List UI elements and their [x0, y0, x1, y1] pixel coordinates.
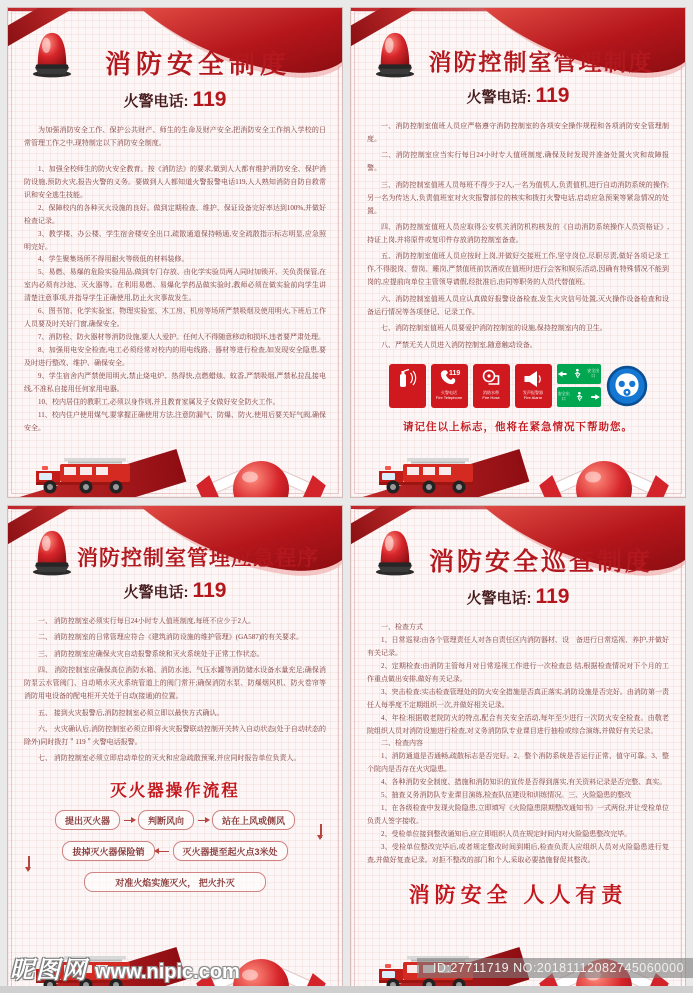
- rule-item: 六、消防控制室值班人员应认真做好报警设备检查,发生火灾信号处置,灭火操作设备检查和设备运行情况等各项登记、记录工作。: [367, 294, 669, 316]
- bottom-strip: [0, 986, 693, 993]
- safety-signs-row: [351, 364, 685, 408]
- poster-body: [367, 120, 669, 352]
- rule-item: 二、 消防控制室的日常管理应符合《建筑消防设施的维护管理》(GA587)的有关要求。: [38, 633, 304, 642]
- rule-item: 五、消防控制室值班人员应按时上岗,并做好交接班工作,坚守岗位,尽职尽责,做好各项记录工作,不得脱岗、替岗、睡岗,严禁值班前饮酒或在值班时进行会客和娱乐活动,因确有特殊情况不能到岗的,应提前向单位主管领导请假,经批准后,由同等职务的人员代替值班。: [367, 252, 669, 287]
- watermark-site-url: www.nipic.com: [95, 961, 240, 983]
- rule-item: 2、受检单位接到整改通知后,应立即组织人员在规定时间内对火险隐患整改完毕。: [381, 830, 632, 838]
- gas-mask-sign-icon: [606, 365, 648, 407]
- exit-signs-stack: [557, 364, 601, 407]
- rule-item: 3、教学楼、办公楼、学生宿舍楼安全出口,疏散通道保持畅通,安全疏散指示标志明显,应急照明完好。: [24, 229, 326, 251]
- hotline-number: 119: [535, 585, 570, 608]
- extinguisher-flowchart: [24, 810, 326, 892]
- poster-title: 消防控制室管理制度: [428, 49, 654, 75]
- signs-note: 请记住以上标志，他将在紧急情况下帮助您。: [403, 420, 633, 433]
- rule-item: 八、严禁无关人员进入消防控制室,随意触动设备。: [381, 340, 537, 349]
- rule-item: 11、校内住户使用煤气,要掌握正确使用方法,注意防漏气、防爆、防火,使用后要关好气阀,确保安全。: [24, 410, 326, 432]
- intro-paragraph: 为加强消防安全工作、保护公共财产、师生的生命及财产安全,把消防安全工作纳入学校的日常管理工作之中,现特制定以下消防安全制度。: [24, 126, 326, 147]
- rule-item: 五、 接到火灾报警后,消防控制室必须立即以最快方式确认。: [38, 708, 224, 717]
- fire-hotline: [8, 579, 342, 603]
- flow-row: [24, 872, 326, 892]
- poster-control-room-rules: [351, 8, 685, 497]
- sign-label: 消防水带 Fire Hose: [482, 389, 500, 400]
- rule-item: 2、保障校内的各种灭火设施的良好。做到定期检查、维护、保证设备完好率达到100%,并做好检查记录。: [24, 203, 326, 225]
- hotline-label: 火警电话:: [123, 93, 189, 110]
- rule-item: 四、 消防控制室应确保高位消防水箱、消防水池、气压水罐等消防储水设备水量充足;确保消防泵云水管阀门、自动喷水灭火系统管道上的阀门常开;确保消防水泵、防爆烟风机、防火卷帘等消防用电设备的配电柜开关处于自动(接通)的位置。: [24, 666, 326, 701]
- watermark-logo: [10, 950, 240, 985]
- flow-step: 判断风向: [138, 810, 194, 830]
- watermark-site-name: 昵图网: [10, 957, 88, 984]
- rule-item: 1、日常巡视:由各个管理责任人对各自责任区内消防器材、设 备进行日常巡视、养护,并做好有关记录。: [367, 635, 669, 657]
- flow-step: 拔掉灭火器保险销: [62, 841, 154, 861]
- flow-step: 灭火器提至起火点3米处: [173, 841, 288, 861]
- flow-step: 对准火焰实施灭火， 把火扑灭: [84, 872, 266, 892]
- arrow-left-icon: [159, 851, 169, 853]
- rule-item: 3、突击检查:实击检查管理处的防火安全措施是否真正落实,消防设施是否完好。由消防第一责任人每季度不定期组织一次,并做好相关记录。: [367, 687, 669, 709]
- sign-119-number: 119: [449, 369, 461, 377]
- rule-item: 5、易燃、易爆的危险实验用品,做到专门存放、由化学实验员两人同时加锁开、关负责保管,在室内必须有沙池、灭火器等。在利用易燃、易爆化学药品做实验时,教师必须在做实验前向学生讲清楚注意事项,并指导学生正确使用,防止火灾事故发生。: [24, 268, 326, 303]
- flow-step: 站在上风或侧风: [212, 810, 295, 830]
- poster-title: 消防安全制度: [104, 49, 291, 79]
- flow-row: [24, 810, 326, 830]
- arrow-down-icon: [320, 824, 322, 838]
- safety-slogan: 消防安全 人人有责: [408, 883, 628, 907]
- rule-item: 二、消防控制室应当实行每日24小时专人值班制度,确保及时发现并准备处置火灾和故障报警。: [367, 151, 669, 173]
- watermark-bar: [0, 957, 693, 987]
- sign-label: 安全出口: [587, 368, 600, 378]
- rule-item: 六、 火灾确认后,消防控制室必须立即将火灾报警联动控制开关转入自动状态(处于自动状态的除外)同时拨打＂119＂火警电话报警。: [24, 725, 326, 746]
- fire-hotline: [351, 585, 685, 609]
- flow-row: [24, 841, 326, 861]
- hotline-label: 火警电话:: [123, 584, 189, 601]
- section-heading: 一、检查方式: [381, 623, 423, 631]
- rule-item: 一、消防控制室值班人员应严格遵守消防控制室的各项安全操作规程和各项消防安全管理制度。: [367, 122, 669, 143]
- hotline-label: 火警电话:: [466, 89, 532, 106]
- arrow-right-icon: [124, 820, 134, 822]
- sign-label: 发声报警器 Fire Alarm: [523, 389, 543, 400]
- poster-body: [367, 621, 669, 867]
- rule-item: 1、消防通道是否通畅,疏散标志是否完好。2、整个消防系统是否运行正常、值守可靠。3、整个院内是否存在火灾隐患。: [367, 752, 669, 774]
- rule-item: 七、 消防控制室必须立即启动单位的灭火和应急疏散预案,并应同时报告单位负责人。: [38, 754, 301, 763]
- fire-truck-icon: [34, 454, 134, 496]
- hotline-number: 119: [535, 84, 570, 107]
- fire-extinguisher-sign-icon: [389, 364, 426, 408]
- fire-telephone-sign-icon: [431, 364, 468, 408]
- exit-right-sign-icon: [557, 387, 601, 407]
- hotline-number: 119: [192, 579, 227, 602]
- rule-item: 4、各种消防安全制度、措施和消防知识的宣传是否得到落实,有关资料记录是否完整、真实。: [381, 778, 667, 787]
- section-heading: 二、检查内容: [381, 739, 423, 748]
- poster-body: [24, 124, 326, 435]
- hotline-label: 火警电话:: [466, 590, 532, 607]
- rule-item: 8、加强用电安全检查,电工必须经常对校内的用电线路、器材等进行检查,如发现安全隐患,要及时进行整改、维护、确保安全。: [24, 346, 326, 367]
- poster-title: 消防控制室管理应急程序: [77, 547, 319, 570]
- axes-bell-emblem-icon: [538, 445, 670, 497]
- rule-item: 7、消防栓、防火器材等消防设施,要人人爱护。任何人不得随意移动和损坏,违者要严肃处理。: [38, 333, 325, 342]
- rule-item: 10、校内居住的教职工,必须以身作则,并且教育家属及子女做好安全防火工作。: [38, 397, 280, 406]
- rule-item: 5、抽查义务消防队专业课目演练,检查队伍建设和训练情况。三、火险隐患的整改: [381, 791, 632, 800]
- rule-item: 四、消防控制室值班人员应取得公安机关消防机构核发的《自动消防系统操作人员资格证》,持证上岗,并将原件或复印件存放消防控制室备查。: [367, 223, 669, 244]
- rule-item: 一、 消防控制室必须实行每日24小时专人值班制度,每班不应少于2人。: [38, 617, 255, 625]
- sign-label: 安全出口: [557, 391, 570, 401]
- poster-grid: [8, 8, 685, 993]
- arrow-down-icon: [28, 856, 30, 870]
- rule-item: 2、定期检查:由消防主管每月对日常巡视工作进行一次检查总 结,根据检查情况对下个月的工作重点做出安排,做好有关记录。: [367, 661, 669, 683]
- poster-body: [24, 615, 326, 765]
- rule-item: 三、 消防控制室应确保火灾自动报警系统和灭火系统处于正常工作状态。: [38, 649, 264, 658]
- sign-label: 火警电话 Fire Telephone: [435, 389, 463, 400]
- rule-item: 3、受检单位整改完毕后,或者规定整改时间到期后,检查负责人应组织人员对火险隐患进行复查,并做好复查记录。对拒不整改的部门和个人,采取必要措施督促其整改。: [367, 842, 669, 864]
- poster-emergency-procedure: [8, 506, 342, 993]
- fire-hotline: [351, 84, 685, 108]
- hotline-number: 119: [192, 88, 227, 111]
- rule-item: 七、消防控制室值班人员要爱护消防控制室的设施,保持控制室内的卫生。: [381, 324, 607, 333]
- fire-hose-sign-icon: [473, 364, 510, 408]
- rule-item: 9、学生宿舍内严禁使用明火,禁止烧电炉、热得快,点燃蜡烛、蚊香,严禁吸烟,严禁私拉乱接电线,不准私自接用任何家用电器。: [24, 371, 326, 393]
- arrow-right-icon: [198, 820, 208, 822]
- rule-item: 三、消防控制室值班人员每班不得少于2人,一名为值机人,负责值机,进行自动消防系统的操作;另一名为传达人,负责值班室对火灾报警部位的核实和拨打火警电话,启动应急预案等紧急情况的处置。: [367, 180, 669, 215]
- flowchart-title: 灭火器操作流程: [110, 782, 240, 801]
- rule-item: 4、年检:根据敬老院防火的特点,配合有关安全活动,每年至少进行一次防火安全检查。由敬老院组织人员对消防设施进行检查,对义务消防队专业课目进行抽检或综合演练,并做好有关记录。: [367, 713, 669, 735]
- poster-title: 消防安全巡查制度: [428, 548, 653, 576]
- rule-item: 4、学生聚集场所不得用耐火等级低的材料装修。: [38, 255, 189, 264]
- poster-fire-safety-rules: [8, 8, 342, 497]
- fire-alarm-sign-icon: [515, 364, 552, 408]
- rule-item: 1、加强全校师生的防火安全教育。按《消防法》的要求,做到人人都有维护消防安全、保护消防设施,预防火灾,报告火警的义务。要做到人人都知道火警报警电话119,人人熟知消防自防自救常识和安全逃生技能。: [24, 164, 326, 199]
- fire-truck-icon: [377, 454, 477, 496]
- rule-item: 1、在各级检查中发现火险隐患,立即填写《火险隐患限期整改通知书》一式两份,并让受检单位负责人签字接收。: [367, 804, 669, 826]
- axes-bell-emblem-icon: [195, 445, 327, 497]
- fire-hotline: [8, 88, 342, 112]
- rule-item: 6、图书馆、化学实验室、物理实验室、木工房、机房等场所严禁吸烟及使用明火,下班后工作人员要及时关好门窗,确保安全。: [24, 307, 326, 329]
- flow-step: 提出灭火器: [55, 810, 120, 830]
- poster-patrol-inspection-rules: [351, 506, 685, 993]
- watermark-image-id: ID:27711719 NO:20181112082745060000: [417, 958, 693, 978]
- exit-left-sign-icon: [557, 364, 601, 384]
